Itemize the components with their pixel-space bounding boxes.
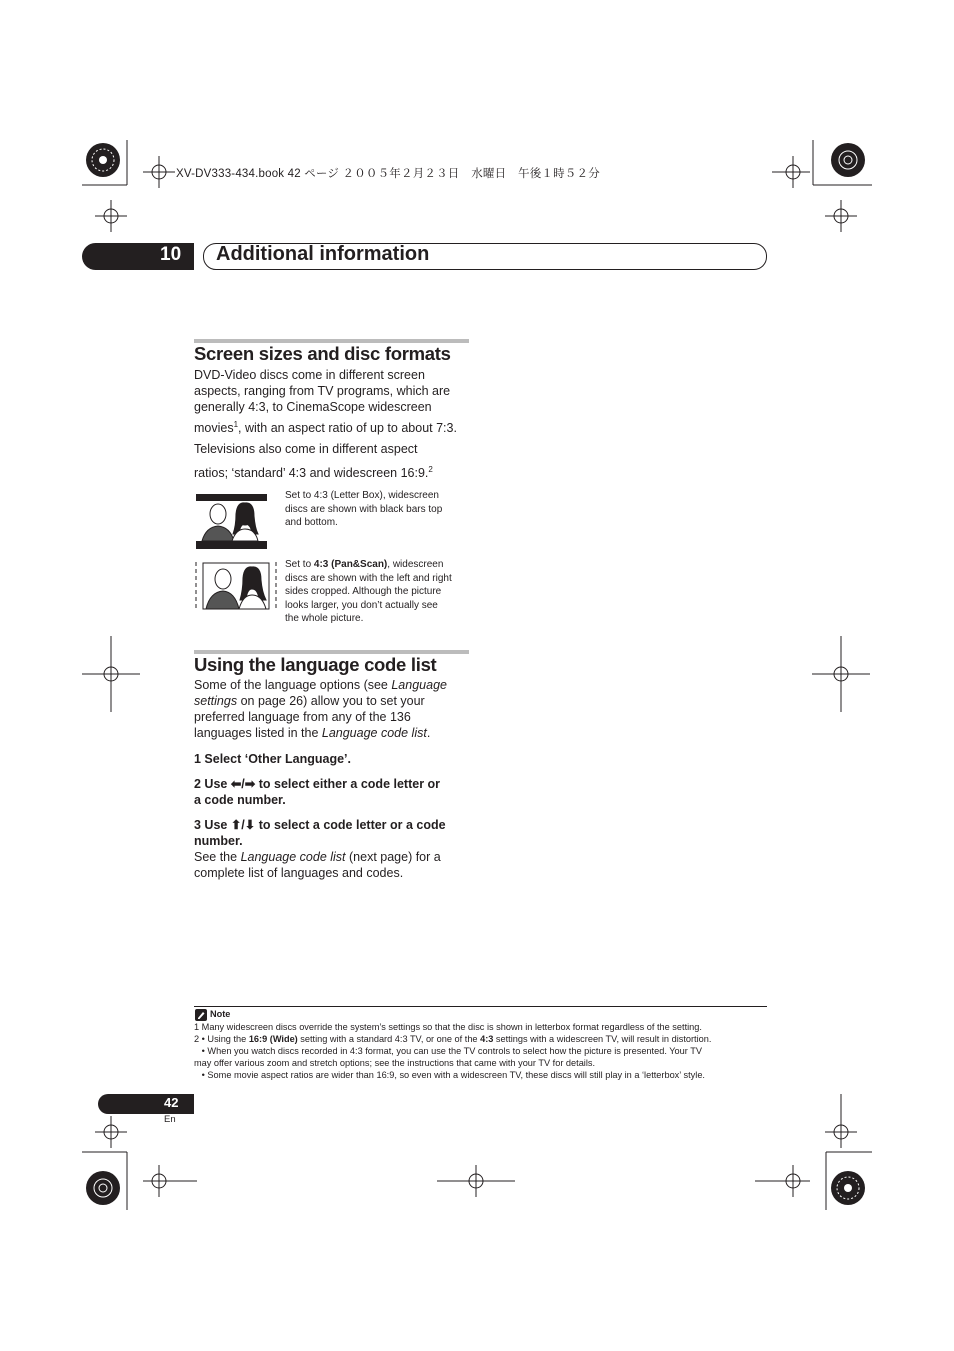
footnote-2c: may offer various zoom and stretch options; see the instructions that came with your TV for details. <box>194 1058 596 1068</box>
starburst-mark <box>86 1171 120 1205</box>
note-divider <box>194 1006 767 1007</box>
body-line: languages listed in the Language code list. <box>194 726 431 740</box>
section-language-body <box>194 677 484 741</box>
registration-mark <box>812 636 870 712</box>
chapter-title: Additional information <box>216 243 430 265</box>
body-line: settings on page 26) allow you to set your <box>194 694 425 708</box>
registration-mark <box>143 1165 197 1197</box>
page-number: 42 <box>164 1095 179 1110</box>
body-line: preferred language from any of the 136 <box>194 710 411 724</box>
footnote-2b: • When you watch discs recorded in 4:3 format, you can use the TV controls to select how the picture is presented. Your TV <box>194 1046 702 1056</box>
registration-mark <box>437 1165 515 1197</box>
registration-mark <box>772 156 810 188</box>
section-heading-screen-sizes: Screen sizes and disc formats <box>194 343 451 364</box>
registration-mark <box>143 156 175 188</box>
page-language: En <box>164 1114 176 1125</box>
footnote-ref: 2 <box>428 465 433 475</box>
section-heading-language-code: Using the language code list <box>194 654 437 675</box>
registration-mark <box>755 1165 810 1197</box>
step-3: 3 Use ⬆/⬇ to select a code letter or a code number. <box>194 818 446 848</box>
registration-mark <box>825 1094 857 1148</box>
section-language-outro: See the Language code list (next page) for a complete list of languages and codes. <box>194 850 441 880</box>
chapter-number: 10 <box>160 244 182 265</box>
starburst-mark <box>831 1171 865 1205</box>
registration-mark <box>95 1116 127 1148</box>
footnote-2: 2 • Using the 16:9 (Wide) setting with a standard 4:3 TV, or one of the 4:3 settings with a widescreen TV, will result in distortion. <box>194 1034 712 1044</box>
body-line: DVD-Video discs come in different screen <box>194 368 425 382</box>
step-2: 2 Use ⬅/➡ to select either a code letter or a code number. <box>194 777 441 807</box>
body-line: aspects, ranging from TV programs, which are <box>194 384 451 398</box>
registration-mark <box>82 636 140 712</box>
body-line: movies$^1$, with an aspect ratio of up to about 7:3. <box>194 420 457 436</box>
note-label: Note <box>210 1009 231 1019</box>
starburst-mark <box>86 143 120 177</box>
body-line: generally 4:3, to CinemaScope widescreen <box>194 400 432 414</box>
page-number-tab <box>98 1094 194 1114</box>
body-line: Televisions also come in different aspect <box>194 442 418 457</box>
panscan-illustration <box>194 562 278 610</box>
print-slug: XV-DV333-434.book 42 ページ ２００５年２月２３日 水曜日 午後１時５２分 <box>176 168 600 180</box>
footnote-1: 1 Many widescreen discs override the system’s settings so that the disc is shown in letterbox format regardless of the setting. <box>194 1022 702 1032</box>
caption-letterbox: Set to 4:3 (Letter Box), widescreen discs are shown with black bars top and bottom. <box>285 490 443 529</box>
body-line: ratios; ‘standard’ 4:3 and widescreen 16:9.$^2$ <box>194 465 433 481</box>
caption-panscan: Set to 4:3 (Pan&Scan), widescreen discs are shown with the left and right sides cropped. Although the picture looks larger, you don’t actually see the whole picture. <box>285 559 452 625</box>
registration-mark <box>825 200 857 232</box>
body-line: Some of the language options (see Language <box>194 678 447 692</box>
footnote-ref: 1 <box>233 420 239 429</box>
note-pencil-icon <box>195 1009 207 1021</box>
footnote-2d: • Some movie aspect ratios are wider than 16:9, so even with a widescreen TV, these discs will still play in a ‘letterbox’ style. <box>194 1070 705 1080</box>
section-screen-sizes-body <box>194 367 484 481</box>
starburst-mark <box>831 143 865 177</box>
step-1: 1 Select ‘Other Language’. <box>194 752 351 766</box>
letterbox-illustration <box>196 494 267 549</box>
registration-mark <box>95 200 127 232</box>
